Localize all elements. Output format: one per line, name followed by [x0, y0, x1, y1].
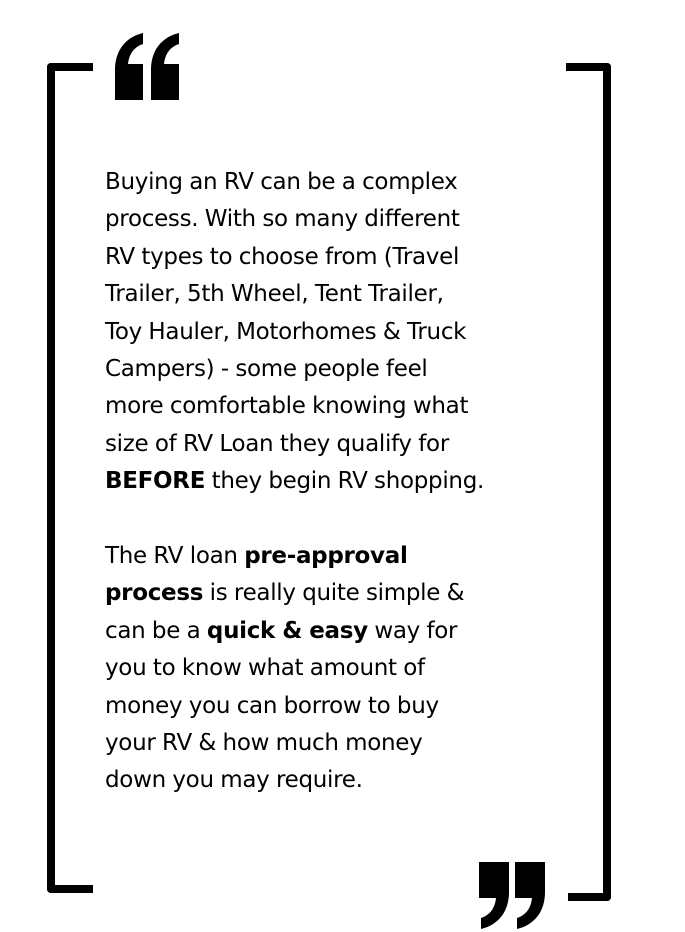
text-line: down you may require.	[105, 767, 363, 794]
text-line: can be a	[105, 617, 207, 644]
text-line: your RV & how much money	[105, 730, 423, 757]
open-quote-icon	[104, 30, 202, 104]
quote-body	[105, 164, 565, 800]
emphasis-pre-approval: pre-approval	[244, 543, 408, 570]
text-line: Campers) - some people feel	[105, 356, 428, 383]
text-line: more comfortable knowing what	[105, 393, 469, 420]
text-line: money you can borrow to buy	[105, 692, 439, 719]
close-quote-icon	[470, 862, 568, 932]
text-line: size of RV Loan they qualify for	[105, 430, 449, 457]
left-bracket	[47, 63, 93, 893]
emphasis-process: process	[105, 580, 204, 607]
emphasis-before: BEFORE	[105, 468, 206, 495]
text-line: you to know what amount of	[105, 655, 425, 682]
text-line: process. With so many different	[105, 206, 460, 233]
text-line: they begin RV shopping.	[205, 468, 485, 495]
right-bracket	[566, 63, 611, 901]
emphasis-quick-easy: quick & easy	[206, 617, 368, 644]
quote-paragraph-1	[105, 164, 565, 501]
text-line: RV types to choose from (Travel	[105, 243, 460, 270]
text-line: Trailer, 5th Wheel, Tent Trailer,	[105, 281, 444, 308]
quote-paragraph-2	[105, 538, 565, 800]
text-line: way for	[367, 617, 458, 644]
text-line: Toy Hauler, Motorhomes & Truck	[105, 318, 467, 345]
text-line: is really quite simple &	[203, 580, 465, 607]
text-line: The RV loan	[105, 543, 245, 570]
text-line: Buying an RV can be a complex	[105, 169, 458, 195]
